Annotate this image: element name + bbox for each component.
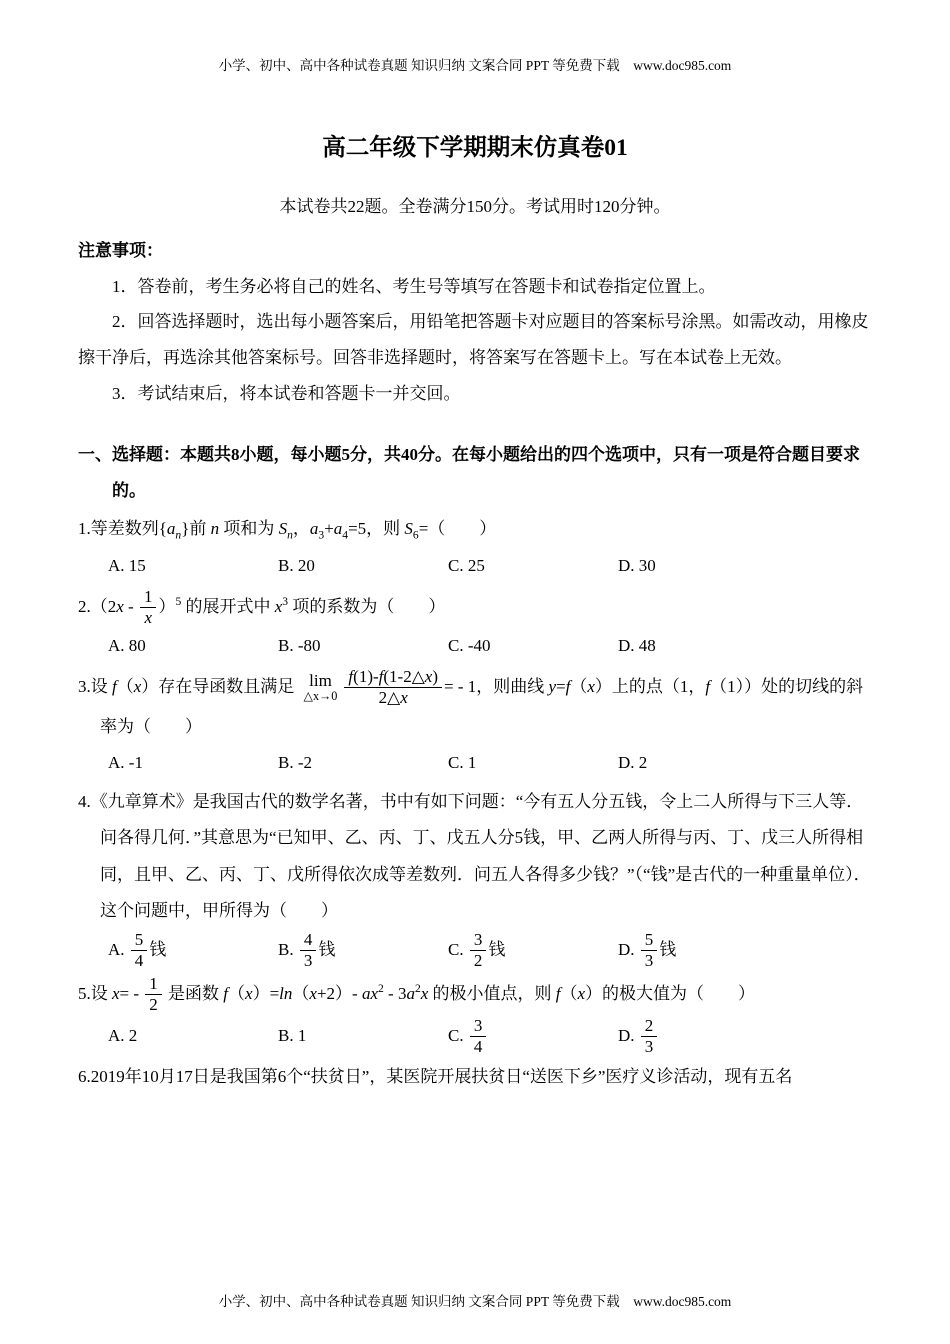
question-5-stem: 5.设 x= - $\frac{1}{2}$ 是函数 f（x）=ln（x+2）- $ax^2 - 3a^2x$ 的极小值点，则 f（x）的极大值为（ ）	[78, 973, 756, 1015]
question-3-options	[108, 745, 872, 782]
question-6-stem: 6.2019年10月17日是我国第6个“扶贫日”，某医院开展扶贫日“送医下乡”医疗义诊活动，现有五名	[78, 1067, 793, 1087]
question-1	[78, 511, 872, 585]
notice-item-3: 3．考试结束后，将本试卷和答题卡一并交回。	[112, 383, 461, 403]
question-1-option-a: A. 15	[108, 556, 146, 576]
question-4-option-a: A. $\frac{5}{4}$ 钱	[108, 930, 167, 971]
question-3-option-d: D. 2	[618, 753, 648, 773]
question-4-options	[108, 930, 872, 972]
question-4-option-c: C. $\frac{3}{2}$ 钱	[448, 930, 506, 971]
section-heading-choice: 一、选择题：本题共8小题，每小题5分，共40分。在每小题给出的四个选项中，只有一项是符合题目要求的。	[78, 445, 860, 501]
question-5-option-c: C. $\frac{3}{4}$	[448, 1016, 618, 1058]
fraction: $\frac{5}{4}$	[131, 930, 148, 972]
paper-title: 高二年级下学期期末仿真卷01	[322, 135, 628, 161]
fraction: $\frac{5}{3}$	[641, 930, 658, 972]
notice-section	[78, 233, 872, 411]
question-2-stem: 2.（2x - $\frac{1}{x}$ ）$^5$ 的展开式中 $x^3$ 项的系数为（ ）	[78, 586, 446, 627]
question-3-option-a: A. -1	[108, 753, 143, 773]
question-5-option-a: A. 2	[108, 1026, 138, 1046]
notice-item-2: 2．回答选择题时，选出每小题答案后，用铅笔把答题卡对应题目的答案标号涂黑。如需改动，用橡皮擦干净后，再选涂其他答案标号。回答非选择题时，将答案写在答题卡上。写在本试卷上无效。	[78, 312, 869, 368]
fraction: $\frac{3}{4}$	[470, 1016, 487, 1058]
question-2-option-c: C. -40	[448, 636, 491, 656]
question-4-option-d: D. $\frac{5}{3}$ 钱	[618, 930, 677, 971]
site-banner-bottom: 小学、初中、高中各种试卷真题 知识归纳 文案合同 PPT 等免费下载 www.doc985.com	[218, 1294, 732, 1309]
question-5-option-d: D. $\frac{2}{3}$	[618, 1016, 659, 1058]
fraction: $\frac{2}{3}$	[641, 1016, 658, 1058]
question-1-stem: 1.等差数列$\{a_n\}$前 n 项和为 $S_n$，$a_3+a_4=5$，则 $S_6=$（ ）	[78, 518, 497, 542]
notice-heading: 注意事项：	[78, 241, 163, 260]
question-1-option-d: D. 30	[618, 556, 656, 576]
question-2	[78, 587, 872, 665]
fraction: $\frac{1}{2}$	[145, 974, 162, 1016]
notice-item-1: 1．答卷前，考生务必将自己的姓名、考生号等填写在答题卡和试卷指定位置上。	[112, 276, 716, 296]
question-2-option-a: A. 80	[108, 636, 146, 656]
question-1-option-c: C. 25	[448, 556, 485, 576]
question-3-stem: 3.设 f（x）存在导函数且满足 lim △x→0 $\frac{f(1)-f(1-2\triangle x)}{2\triangle x}$ = - 1，则曲线 y=f（x）上的点（1，f（1））处的切线的斜率为（ ）	[78, 666, 864, 736]
fraction: $\frac{3}{2}$	[470, 930, 487, 972]
limit-operator: lim △x→0	[303, 671, 338, 704]
question-4-stem: 4.《九章算术》是我国古代的数学名著，书中有如下问题：“今有五人分五钱，令上二人所得与下三人等．问各得几何．”其意思为“已知甲、乙、丙、丁、戊五人分5钱，甲、乙两人所得与丙、丁、戊三人所得相同，且甲、乙、丙、丁、戊所得依次成等差数列．问五人各得多少钱？”（“钱”是古代的一种重量单位）．这个问题中，甲所得为（ ）	[78, 791, 871, 921]
question-4	[78, 784, 872, 972]
question-2-option-d: D. 48	[618, 636, 656, 656]
question-4-option-b: B. $\frac{4}{3}$ 钱	[278, 930, 336, 971]
site-banner-top: 小学、初中、高中各种试卷真题 知识归纳 文案合同 PPT 等免费下载 www.doc985.com	[218, 58, 732, 73]
question-5-options	[108, 1016, 872, 1058]
question-5	[78, 974, 872, 1058]
question-3-option-c: C. 1	[448, 753, 477, 773]
paper-subtitle: 本试卷共22题。全卷满分150分。考试用时120分钟。	[279, 197, 671, 216]
question-2-options	[108, 628, 872, 665]
question-3	[78, 667, 872, 782]
fraction: $\frac{4}{3}$	[300, 930, 317, 972]
question-1-option-b: B. 20	[278, 556, 315, 576]
question-5-option-b: B. 1	[278, 1026, 307, 1046]
fraction: $\frac{f(1)-f(1-2\triangle x)}{2\triangle x}$	[344, 667, 442, 709]
fraction: $\frac{1}{x}$	[140, 587, 157, 629]
question-1-options	[108, 548, 872, 585]
question-3-option-b: B. -2	[278, 753, 312, 773]
question-2-option-b: B. -80	[278, 636, 321, 656]
question-6	[78, 1059, 872, 1096]
